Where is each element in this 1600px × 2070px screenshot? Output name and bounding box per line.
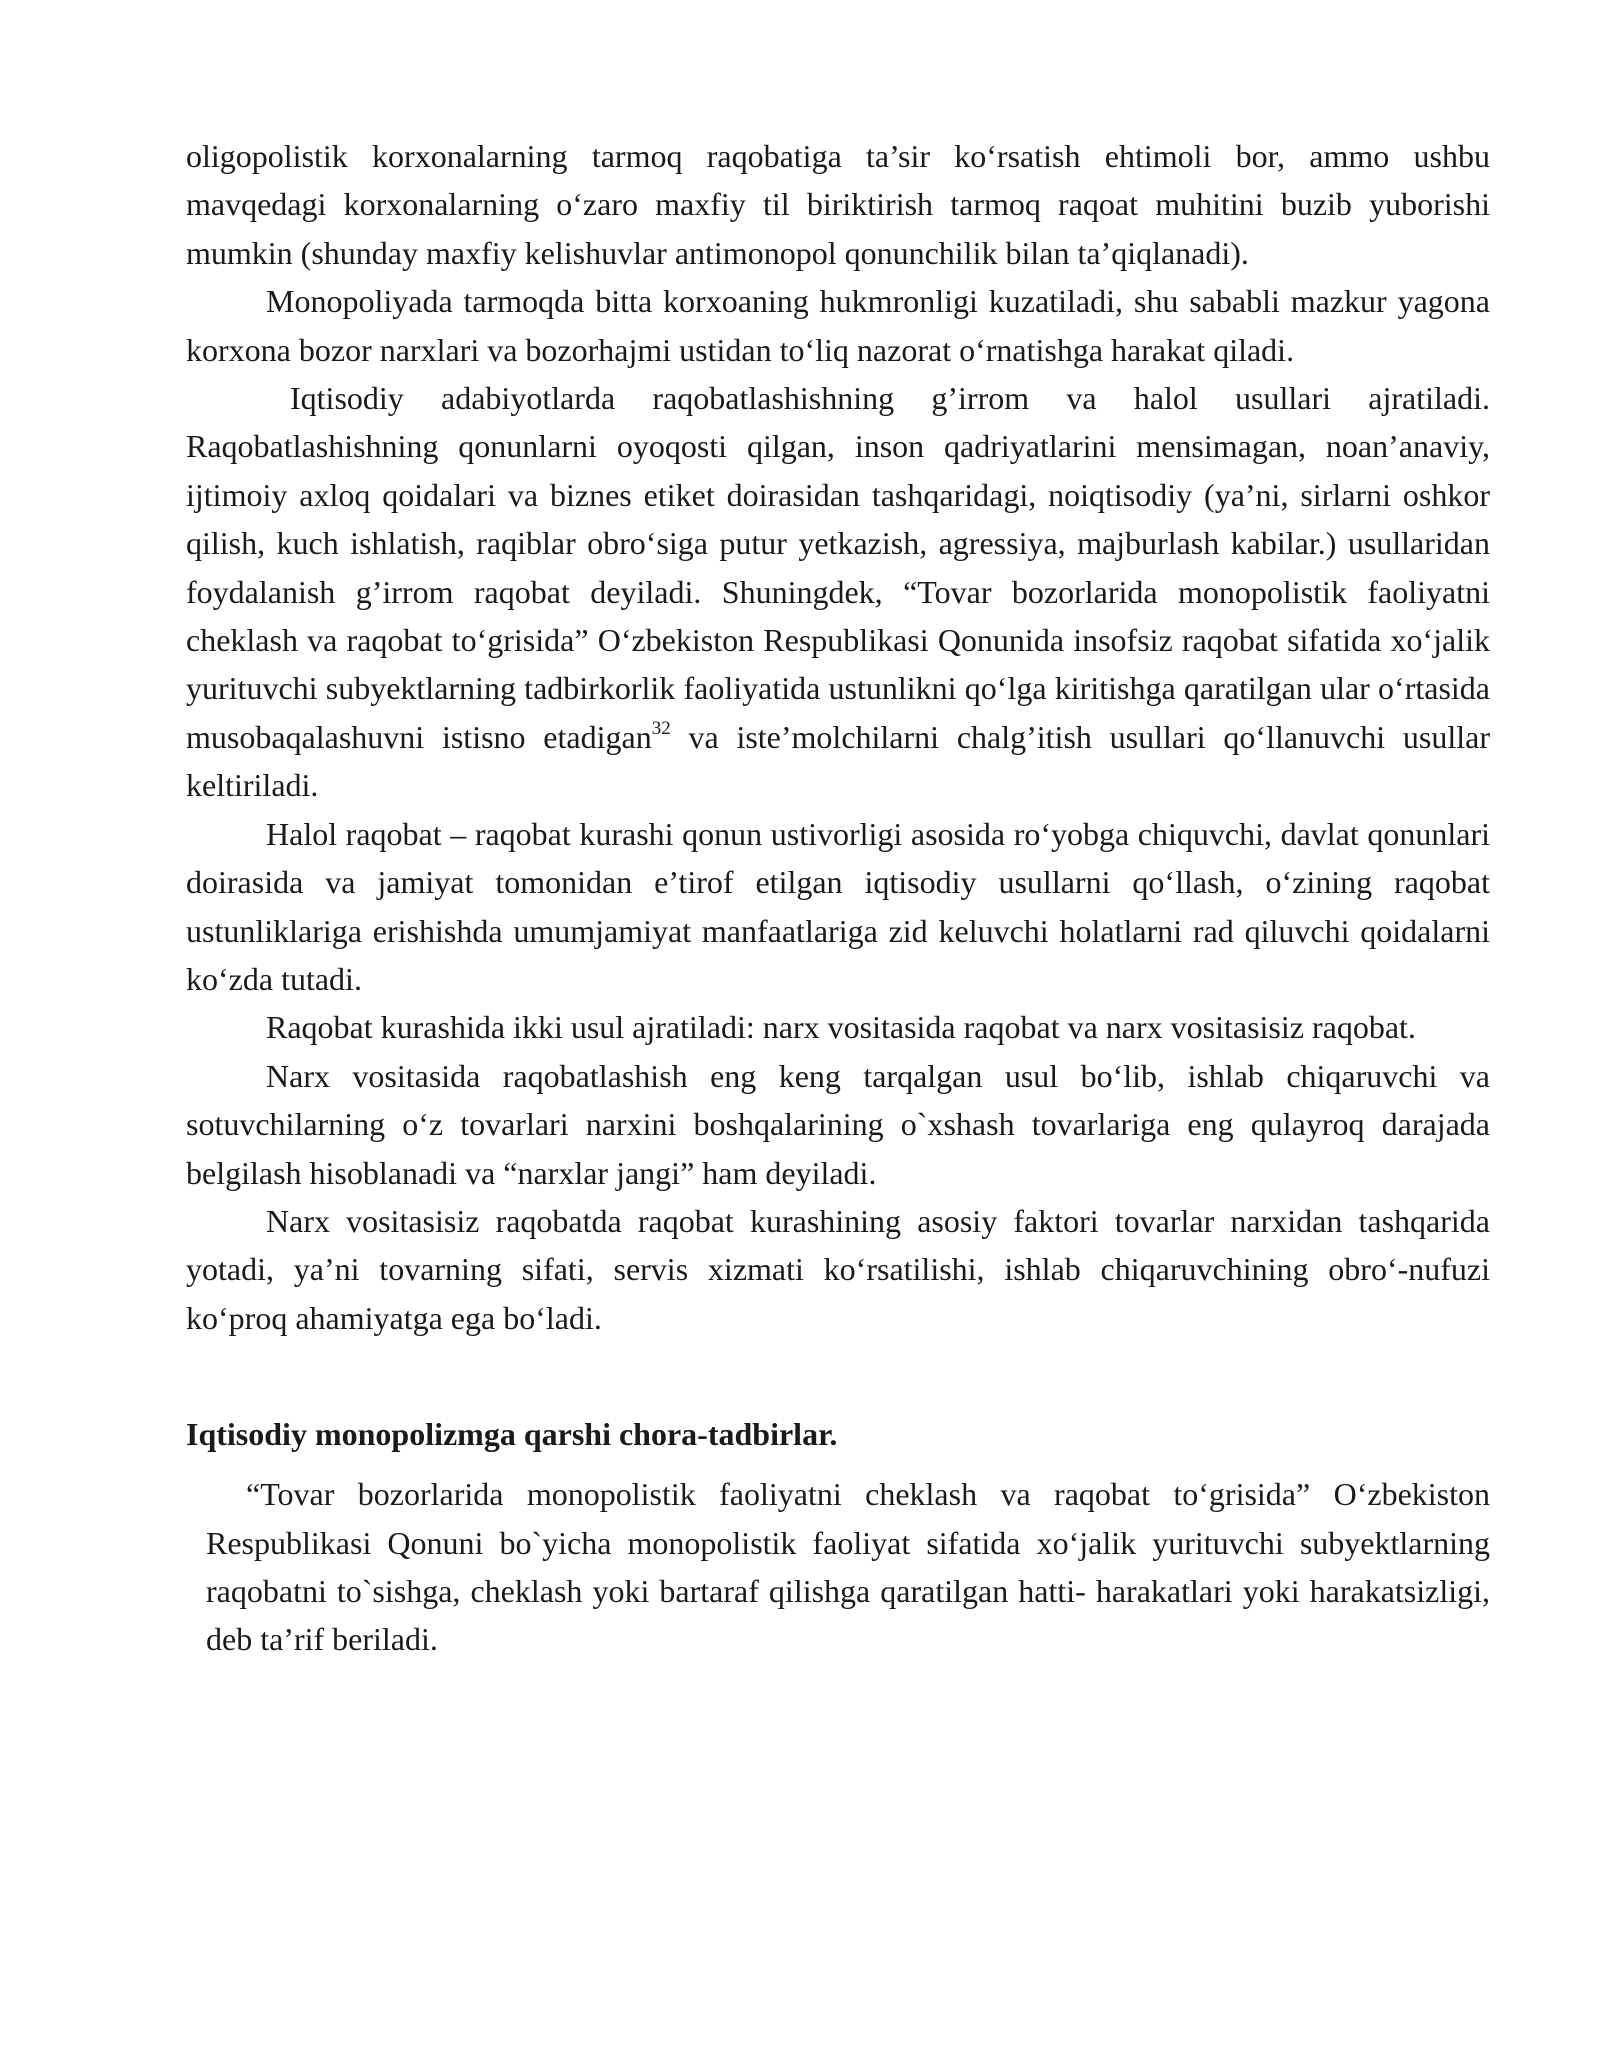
paragraph-competition-methods: Raqobat kurashida ikki usul ajratiladi: narx vositasida raqobat va narx vositasisiz raqobat. — [266, 1009, 1416, 1046]
paragraph-unfair-competition-text: Iqtisodiy adabiyotlarda raqobatlashishning g’irrom va halol usullari ajratiladi. Raqobatlashishning qonunlarni oyoqosti qilgan, inson qadriyatlarini mensimagan, noan’anaviy, ijtimoiy axloq qoidalari va biznes etiket doirasidan tashqaridagi, noiqtisodiy (ya’ni, sirlarni oshkor qilish, kuch ishlatish, raqiblar obro‘siga putur yetkazish, agressiya, majburlash kabilar.) usullaridan foydalanish g’irrom raqobat deyiladi. Shuningdek, “Tovar bozorlarida monopolistik faoliyatni cheklash va raqobat to‘grisida” O‘zbekiston Respublikasi Qonunida insofsiz raqobat sifatida xo‘jalik yurituvchi subyektlarning tadbirkorlik faoliyatida ustunlikni qo‘lga kiritishga qaratilgan ular o‘rtasida musobaqalashuvni istisno etadigan — [186, 380, 1490, 755]
footnote-marker: 32 — [651, 718, 671, 740]
paragraph-unfair-competition — [186, 374, 1490, 810]
paragraph-price-competition: Narx vositasida raqobatlashish eng keng tarqalgan usul bo‘lib, ishlab chiqaruvchi va sotuvchilarning o‘z tovarlari narxini boshqalarining o`xshash tovarlariga eng qulayroq darajada belgilash hisoblanadi va “narxlar jangi” ham deyiladi. — [186, 1057, 1490, 1191]
paragraph-unfair-competition-tail: va iste’molchilarni chalg’itish usullari qo‘llanuvchi usullar keltiriladi. — [186, 718, 1491, 804]
paragraph-non-price-competition: Narx vositasisiz raqobatda raqobat kurashining asosiy faktori tovarlar narxidan tashqarida yotadi, ya’ni tovarning sifati, servis xizmati ko‘rsatilishi, ishlab chiqaruvchining obro‘-nufuzi ko‘proq ahamiyatga ega bo‘ladi. — [186, 1202, 1490, 1336]
paragraph-oligopoly: oligopolistik korxonalarning tarmoq raqobatiga ta’sir ko‘rsatish ehtimoli bor, ammo ushbu mavqedagi korxonalarning o‘zaro maxfiy til biriktirish tarmoq raqoat muhitini buzib yuborishi mumkin (shunday maxfiy kelishuvlar antimonopol qonunchilik bilan ta’qiqlanadi). — [186, 138, 1490, 271]
section-heading: Iqtisodiy monopolizmga qarshi chora-tadbirlar. — [186, 1416, 838, 1453]
paragraph-law-definition: “Tovar bozorlarida monopolistik faoliyatni cheklash va raqobat to‘grisida” O‘zbekiston Respublikasi Qonuni bo`yicha monopolistik faoliyat sifatida xo‘jalik yurituvchi subyektlarning raqobatni to`sishga, cheklash yoki bartaraf qilishga qaratilgan hatti- harakatlari yoki harakatsizligi, deb ta’rif beriladi. — [206, 1476, 1490, 1658]
paragraph-monopoly: Monopoliyada tarmoqda bitta korxoaning hukmronligi kuzatiladi, shu sababli mazkur yagona korxona bozor narxlari va bozorhajmi ustidan to‘liq nazorat o‘rnatishga harakat qiladi. — [186, 283, 1490, 368]
paragraph-fair-competition: Halol raqobat – raqobat kurashi qonun ustivorligi asosida ro‘yobga chiquvchi, davlat qonunlari doirasida va jamiyat tomonidan e’tirof etilgan iqtisodiy usullarni qo‘llash, o‘zining raqobat ustunliklariga erishishda umumjamiyat manfaatlariga zid keluvchi holatlarni rad qiluvchi qoidalarni ko‘zda tutadi. — [186, 815, 1490, 997]
document-page — [186, 132, 1490, 1664]
